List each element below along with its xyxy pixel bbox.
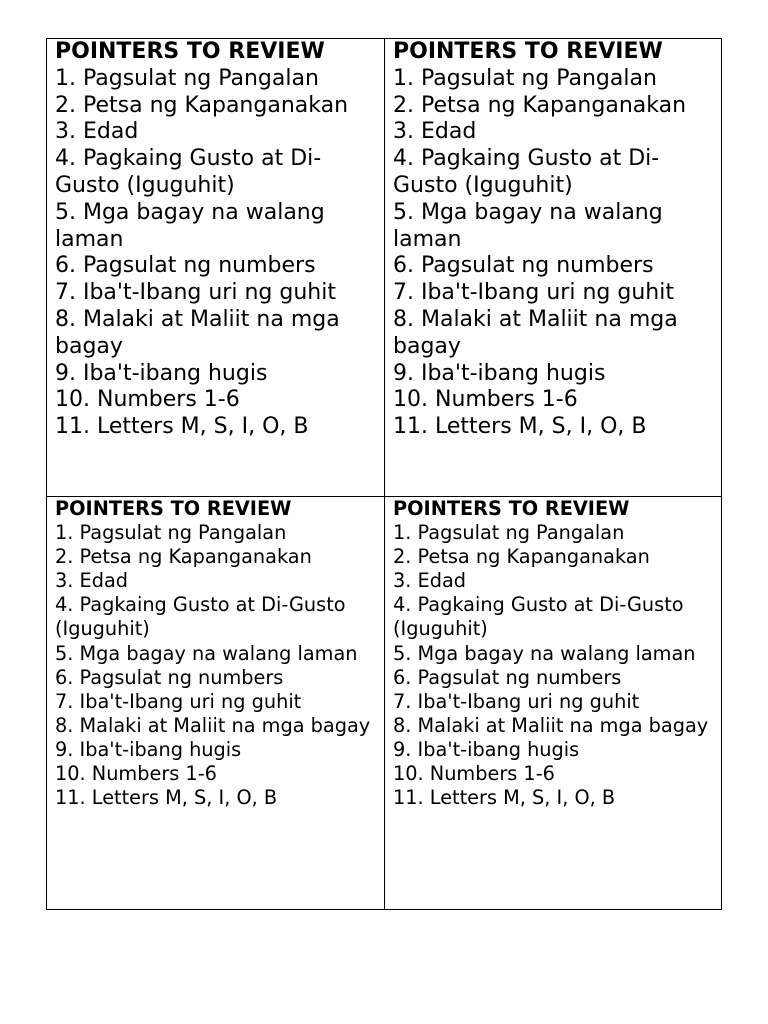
- list-item: 7. Iba't-Ibang uri ng guhit: [393, 280, 674, 306]
- pointer-list: [55, 66, 380, 441]
- list-item: 4. Pagkaing Gusto at Di-Gusto (Iguguhit): [393, 146, 660, 198]
- list-item: 9. Iba't-ibang hugis: [393, 737, 580, 761]
- list-item: 11. Letters M, S, I, O, B: [55, 786, 278, 810]
- list-item: 9. Iba't-ibang hugis: [55, 360, 268, 386]
- list-item: 8. Malaki at Maliit na mga bagay: [393, 713, 709, 737]
- review-table: [46, 38, 722, 910]
- list-item: 1. Pagsulat ng Pangalan: [393, 65, 657, 91]
- list-item: 5. Mga bagay na walang laman: [55, 199, 325, 252]
- list-item: 7. Iba't-Ibang uri ng guhit: [393, 689, 640, 713]
- list-item: 8. Malaki at Maliit na mga bagay: [393, 306, 678, 359]
- list-item: 10. Numbers 1-6: [55, 387, 240, 413]
- list-item: 5. Mga bagay na walang laman: [393, 199, 663, 252]
- list-item: 1. Pagsulat ng Pangalan: [393, 521, 625, 545]
- review-card-bottom-right: [384, 496, 721, 909]
- list-item: 3. Edad: [55, 119, 139, 145]
- list-item: 3. Edad: [393, 569, 467, 593]
- list-item: 5. Mga bagay na walang laman: [393, 641, 696, 665]
- card-content: [55, 497, 380, 810]
- pointer-list: [393, 521, 717, 810]
- list-item: 9. Iba't-ibang hugis: [55, 737, 242, 761]
- list-item: 8. Malaki at Maliit na mga bagay: [55, 306, 340, 359]
- list-item: 2. Petsa ng Kapanganakan: [393, 92, 687, 118]
- list-item: 4. Pagkaing Gusto at Di-Gusto (Iguguhit): [55, 593, 346, 641]
- card-title: POINTERS TO REVIEW: [55, 497, 292, 520]
- card-title: POINTERS TO REVIEW: [55, 39, 325, 64]
- list-item: 7. Iba't-Ibang uri ng guhit: [55, 280, 336, 306]
- review-card-top-right: [384, 39, 721, 496]
- card-content: [393, 39, 717, 441]
- list-item: 10. Numbers 1-6: [393, 762, 555, 786]
- list-item: 4. Pagkaing Gusto at Di-Gusto (Iguguhit): [55, 146, 322, 198]
- list-item: 6. Pagsulat ng numbers: [55, 253, 316, 279]
- list-item: 9. Iba't-ibang hugis: [393, 360, 606, 386]
- card-title: POINTERS TO REVIEW: [393, 497, 630, 520]
- list-item: 10. Numbers 1-6: [55, 762, 217, 786]
- review-card-bottom-left: [47, 496, 384, 909]
- list-item: 4. Pagkaing Gusto at Di-Gusto (Iguguhit): [393, 593, 684, 641]
- pointer-list: [55, 521, 380, 810]
- list-item: 3. Edad: [55, 569, 129, 593]
- list-item: 6. Pagsulat ng numbers: [393, 665, 622, 689]
- list-item: 11. Letters M, S, I, O, B: [393, 786, 616, 810]
- card-content: [393, 497, 717, 810]
- list-item: 10. Numbers 1-6: [393, 387, 578, 413]
- list-item: 2. Petsa ng Kapanganakan: [393, 545, 650, 569]
- list-item: 2. Petsa ng Kapanganakan: [55, 92, 349, 118]
- list-item: 11. Letters M, S, I, O, B: [55, 414, 309, 440]
- pointer-list: [393, 66, 717, 441]
- card-title: POINTERS TO REVIEW: [393, 39, 663, 64]
- list-item: 3. Edad: [393, 119, 477, 145]
- list-item: 6. Pagsulat ng numbers: [393, 253, 654, 279]
- list-item: 1. Pagsulat ng Pangalan: [55, 65, 319, 91]
- list-item: 5. Mga bagay na walang laman: [55, 641, 358, 665]
- list-item: 8. Malaki at Maliit na mga bagay: [55, 713, 371, 737]
- review-card-top-left: [47, 39, 384, 496]
- list-item: 2. Petsa ng Kapanganakan: [55, 545, 312, 569]
- list-item: 6. Pagsulat ng numbers: [55, 665, 284, 689]
- list-item: 7. Iba't-Ibang uri ng guhit: [55, 689, 302, 713]
- list-item: 1. Pagsulat ng Pangalan: [55, 521, 287, 545]
- list-item: 11. Letters M, S, I, O, B: [393, 414, 647, 440]
- card-content: [55, 39, 380, 441]
